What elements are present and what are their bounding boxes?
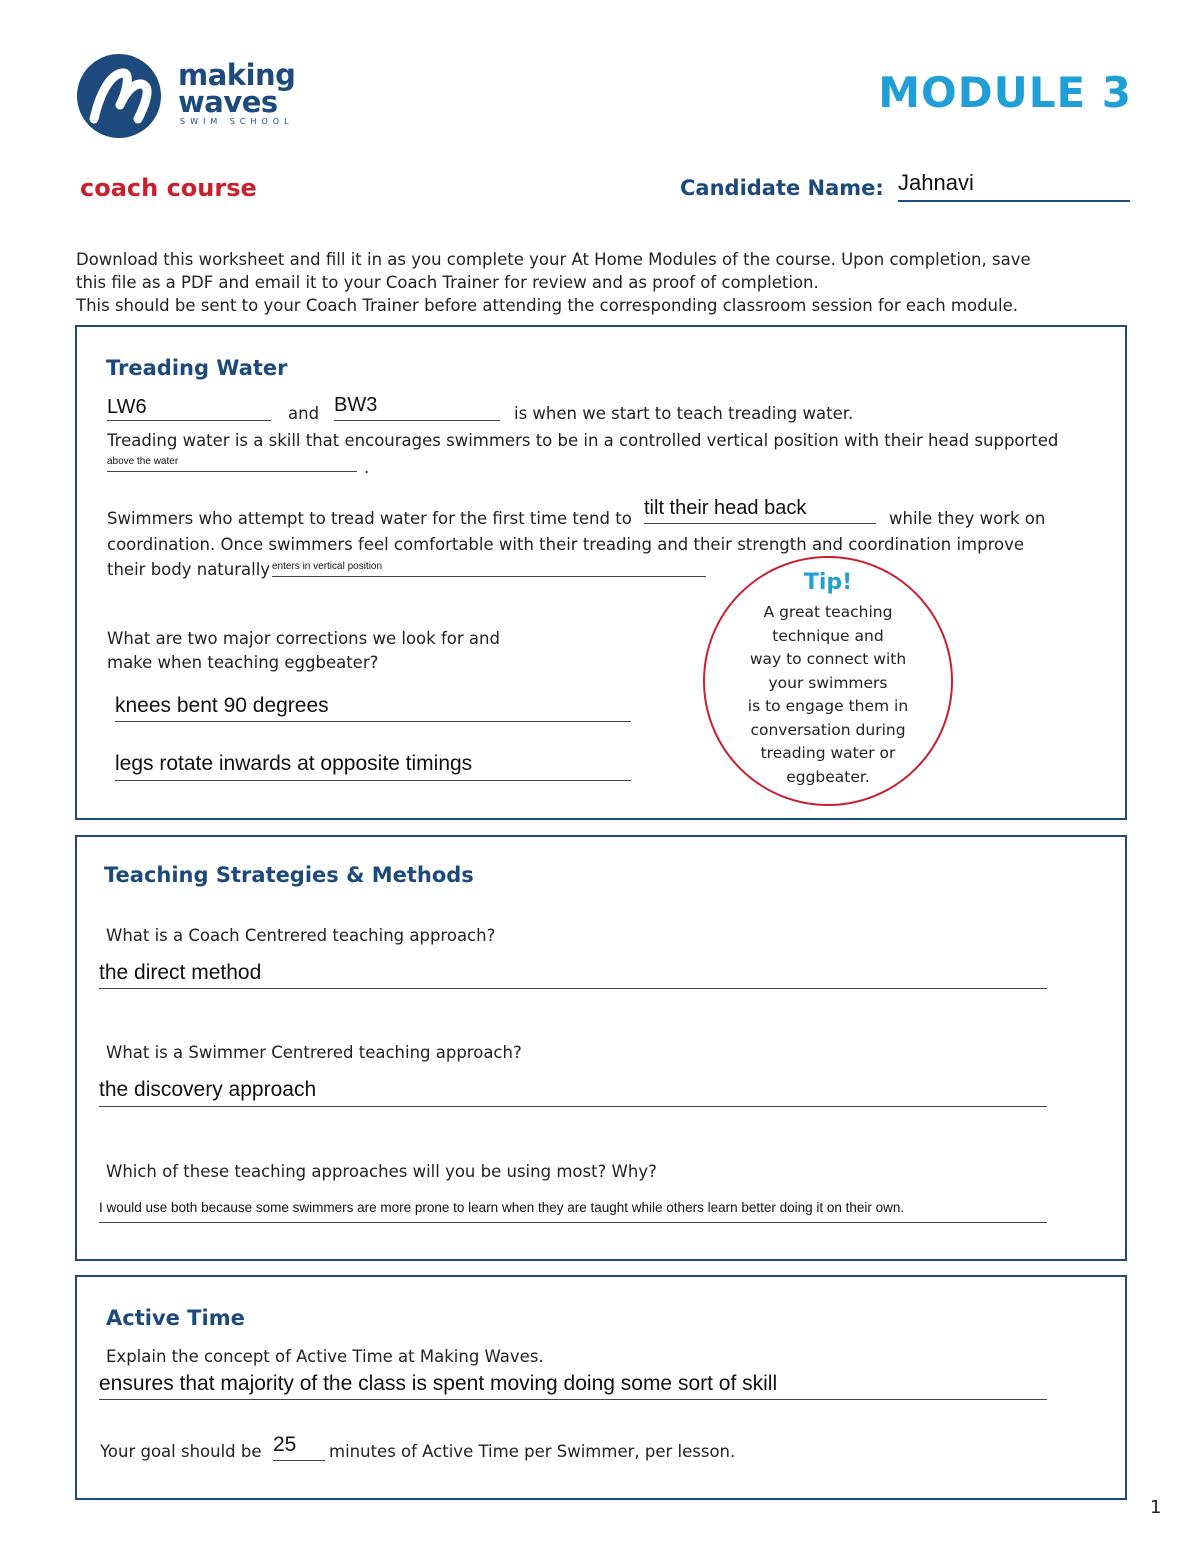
logo-wordmark (178, 58, 296, 119)
logo-line-waves: waves (178, 85, 278, 119)
making-waves-logo-icon (76, 53, 162, 139)
swimmer-centred-question: What is a Swimmer Centrered teaching approach? (106, 1043, 522, 1062)
goal-minutes-field[interactable]: 25 (273, 1433, 325, 1461)
logo-subtitle: SWIM SCHOOL (180, 117, 294, 126)
tip-body (728, 601, 928, 789)
candidate-name-label: Candidate Name: (680, 176, 884, 200)
intro-text (76, 248, 1126, 317)
swimmers-line-end: while they work on (889, 509, 1046, 528)
active-time-question: Explain the concept of Active Time at Making Waves. (106, 1347, 544, 1366)
active-time-title: Active Time (106, 1306, 245, 1330)
tip-line: treading water or (760, 744, 896, 762)
correction-2-field[interactable]: legs rotate inwards at opposite timings (115, 752, 631, 781)
coach-centred-question: What is a Coach Centrered teaching approach? (106, 926, 496, 945)
and-text: and (288, 404, 320, 423)
approach-choice-question: Which of these teaching approaches will you be using most? Why? (106, 1162, 657, 1181)
tip-line: is to engage them in (747, 697, 909, 715)
tip-line: conversation during (750, 720, 906, 739)
treading-answer-1-field[interactable]: LW6 (107, 396, 271, 421)
corrections-question-line-1: What are two major corrections we look for and (107, 629, 500, 648)
goal-line-start: Your goal should be (100, 1442, 262, 1461)
page-number: 1 (1150, 1497, 1162, 1518)
treading-line-1-end: is when we start to teach treading water. (514, 404, 854, 423)
treading-answer-3-field[interactable]: above the water (107, 456, 357, 472)
corrections-question-line-2: make when teaching eggbeater? (107, 653, 379, 672)
treading-water-title: Treading Water (106, 356, 288, 380)
tip-line: A great teaching (763, 603, 893, 621)
coach-centred-answer-field[interactable]: the direct method (99, 961, 1047, 989)
correction-1-field[interactable]: knees bent 90 degrees (115, 694, 631, 722)
coordination-line: coordination. Once swimmers feel comfortable with their treading and their strength and coordination improve (107, 535, 1025, 554)
goal-line-end: minutes of Active Time per Swimmer, per lesson. (329, 1442, 736, 1461)
treading-line-2: Treading water is a skill that encourages swimmers to be in a controlled vertical position with their head supported (107, 431, 1059, 450)
treading-period: . (364, 458, 370, 477)
candidate-name-field[interactable]: Jahnavi (898, 170, 1130, 202)
course-label: coach course (80, 174, 257, 202)
treading-answer-2-field[interactable]: BW3 (334, 394, 500, 421)
logo-line-making: making (178, 58, 296, 92)
intro-line-1: Download this worksheet and fill it in as you complete your At Home Modules of the course. Upon completion, save (76, 250, 1031, 269)
tip-line: technique and (772, 626, 884, 645)
tip-title: Tip! (803, 570, 853, 595)
intro-line-3: This should be sent to your Coach Trainer before attending the corresponding classroom session for each module. (76, 296, 1018, 315)
intro-line-2: this file as a PDF and email it to your Coach Trainer for review and as proof of completion. (76, 273, 819, 292)
swimmer-centred-answer-field[interactable]: the discovery approach (99, 1078, 1047, 1107)
swimmers-line-start: Swimmers who attempt to tread water for the first time tend to (107, 509, 632, 528)
treading-answer-4-field[interactable]: tilt their head back (644, 497, 876, 524)
tip-line: your swimmers (768, 673, 888, 692)
tip-line: eggbeater. (786, 767, 870, 786)
active-time-answer-field[interactable]: ensures that majority of the class is spent moving doing some sort of skill (99, 1372, 1047, 1400)
module-title: MODULE 3 (878, 68, 1132, 117)
approach-choice-answer-field[interactable]: I would use both because some swimmers are more prone to learn when they are taught while others learn better doing it on their own. (99, 1200, 1047, 1223)
teaching-strategies-title: Teaching Strategies & Methods (104, 863, 474, 887)
tip-line: way to connect with (749, 650, 907, 668)
treading-answer-5-field[interactable]: enters in vertical position (272, 561, 706, 577)
body-line-start: their body naturally (107, 560, 271, 579)
